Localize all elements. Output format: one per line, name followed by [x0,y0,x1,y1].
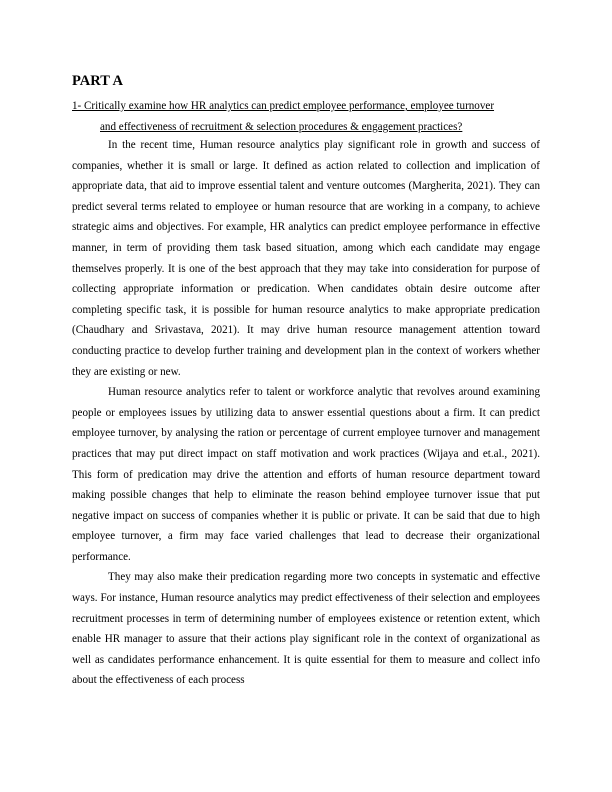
question-title [72,96,540,138]
body-text [72,135,540,691]
section-heading: PART A [72,73,123,89]
question-line-2: and effectiveness of recruitment & selection procedures & engagement practices? [100,120,463,133]
question-line-1: 1- Critically examine how HR analytics can predict employee performance, employee turnover [72,100,495,112]
paragraph-3: They may also make their predication regarding more two concepts in systematic and effective ways. For instance, Human resource analytics may predict effectiveness of their selection and employees recruitment processes in term of determining number of employees existence or retention extent, which enable HR manager to assure that their actions play significant role in the context of organizational as well as candidates performance enhancement. It is quite essential for them to measure and collect info about the effectiveness of each process [72,571,540,687]
paragraph-1: In the recent time, Human resource analytics play significant role in growth and success of companies, whether it is small or large. It defined as action related to collection and implication of appropriate data, that aid to improve essential talent and venture outcomes (Margherita, 2021). They can predict several terms related to employee or human resource that are working in a company, to achieve strategic aims and objectives. For example, HR analytics can predict employee performance in effective manner, in term of providing them task based situation, among which each candidate may engage themselves properly. It is one of the best approach that they may take into consideration for purpose of collecting appropriate information or predication. When candidates obtain desire outcome after completing specific task, it is possible for human resource analytics to make appropriate predication (Chaudhary and Srivastava, 2021). It may drive human resource management attention toward conducting practice to develop further training and development plan in the context of workers whether they are existing or new. [72,139,540,378]
paragraph-2: Human resource analytics refer to talent or workforce analytic that revolves around examining people or employees issues by utilizing data to answer essential questions about a firm. It can predict employee turnover, by analysing the ration or percentage of current employee turnover and management practices that may put direct impact on staff motivation and work practices (Wijaya and et.al., 2021). This form of predication may drive the attention and efforts of human resource department toward making possible changes that help to eliminate the reason behind employee turnover issue that put negative impact on success of companies whether it is public or private. It can be said that due to high employee turnover, a firm may face varied challenges that lead to decrease their organizational performance. [72,386,540,563]
